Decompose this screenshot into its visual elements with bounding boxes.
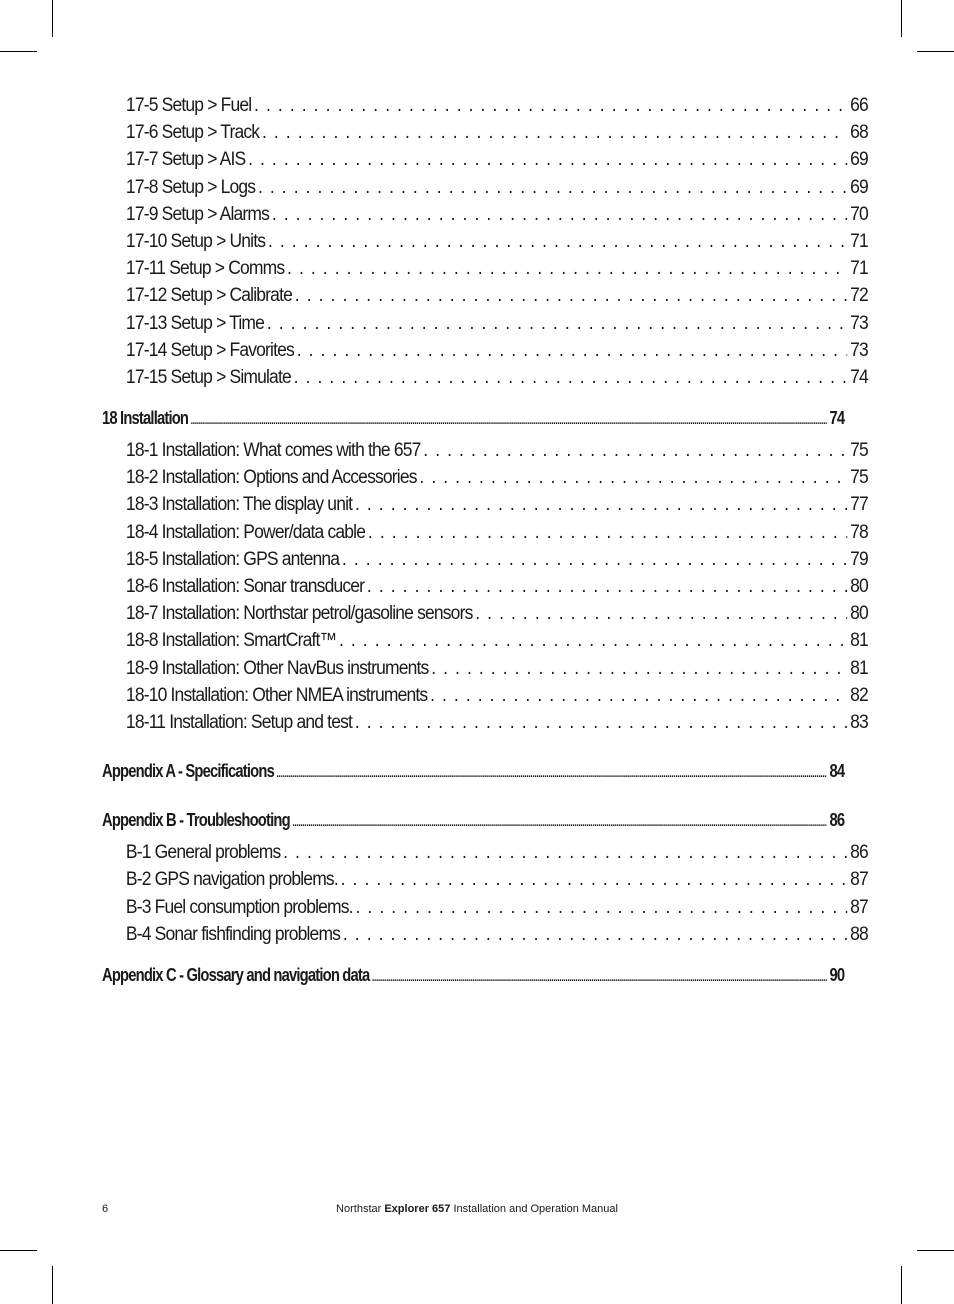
toc-page-number: 90 [829,964,845,985]
toc-entry-label: 18-8 Installation: SmartCraft™ [125,630,337,652]
toc-leader-dots [262,119,847,146]
toc-leader-dots [342,546,847,573]
toc-entry-label: 18-7 Installation: Northstar petrol/gasoline sensors [125,603,473,625]
crop-mark [0,1250,37,1251]
toc-entry[interactable] [102,839,868,866]
toc-entry[interactable] [102,464,868,491]
toc-group-18 [102,437,868,736]
toc-entry-label: 17-10 Setup > Units [125,230,266,252]
toc-entry[interactable] [102,228,868,255]
crop-mark [901,1266,902,1304]
crop-mark [917,1250,954,1251]
toc-page-number: 88 [850,923,868,945]
section-gap [102,736,844,757]
toc-entry-label: 17-14 Setup > Favorites [125,339,294,361]
toc-page-number: 71 [850,258,868,280]
toc-section-label: Appendix A - Specifications [102,761,274,782]
toc-entry[interactable] [102,921,868,948]
toc-entry-label: 17-15 Setup > Simulate [125,366,291,388]
toc-entry[interactable] [102,655,868,682]
toc-appendix-a[interactable] [102,757,844,785]
toc-page-number: 74 [829,408,845,429]
toc-section-18-installation[interactable] [102,404,844,432]
toc-group-17 [102,92,868,391]
toc-leader-dots [254,92,847,119]
toc-leader-dots [268,228,847,255]
toc-entry[interactable] [102,866,868,893]
crop-mark [0,51,37,52]
toc-entry[interactable] [102,364,868,391]
toc-entry[interactable] [102,894,868,921]
toc-leader-dots [283,839,847,866]
toc-section-label: 18 Installation [102,408,189,429]
toc-entry[interactable] [102,146,868,173]
toc-leader-dots [372,964,827,992]
toc-page-number: 78 [850,521,868,543]
crop-mark [901,0,902,37]
toc-leader-dots [430,682,847,709]
toc-leader-dots [368,519,847,546]
toc-page-number: 80 [850,576,868,597]
toc-entry-label: 17-6 Setup > Track [125,122,260,144]
toc-leader-dots [272,201,848,228]
toc-page-number: 71 [850,230,868,252]
toc-leader-dots [341,866,848,893]
toc-page-number: 74 [850,366,868,388]
footer-title-product: Explorer 657 [384,1203,451,1215]
toc-leader-dots [295,282,848,309]
toc-entry[interactable] [102,92,868,119]
toc-entry[interactable] [102,174,868,201]
toc-page-number: 69 [850,176,868,198]
toc-leader-dots [297,337,848,364]
toc-page-number: 82 [850,684,868,706]
toc-page-number: 86 [829,810,845,831]
page-footer [0,1203,954,1219]
toc-leader-dots [367,573,847,600]
toc-section-label: Appendix B - Troubleshooting [102,810,290,831]
toc-page-number: 66 [850,95,868,116]
toc-leader-dots [431,655,847,682]
toc-entry-label: 18-2 Installation: Options and Accessories [125,467,417,489]
toc-page-number: 81 [850,657,868,679]
toc-entry-label: 17-13 Setup > Time [125,312,265,334]
toc-entry-label: 18-10 Installation: Other NMEA instruments [125,684,428,706]
toc-section-label: Appendix C - Glossary and navigation data [102,964,370,985]
toc-entry[interactable] [102,546,868,573]
toc-page-number: 80 [850,603,868,625]
toc-page-number: 87 [850,869,868,891]
toc-entry[interactable] [102,573,868,600]
toc-entry[interactable] [102,682,868,709]
crop-mark [52,1266,53,1304]
toc-entry[interactable] [102,337,868,364]
toc-page-number: 86 [850,842,868,864]
toc-appendix-c[interactable] [102,961,844,989]
toc-page-number: 73 [850,312,868,334]
toc-entry-label: B-3 Fuel consumption problems. [125,896,353,918]
section-gap [102,785,844,806]
toc-entry[interactable] [102,491,868,518]
toc-page-number: 75 [850,467,868,489]
toc-entry[interactable] [102,119,868,146]
toc-page-number: 84 [829,761,845,782]
toc-entry-label: 17-8 Setup > Logs [125,176,256,198]
toc-entry-label: 17-12 Setup > Calibrate [125,285,293,307]
toc-leader-dots [191,407,827,435]
footer-page-number: 6 [102,1203,109,1215]
toc-page-number: 68 [850,122,868,144]
toc-leader-dots [258,174,847,201]
toc-page-number: 83 [850,711,868,733]
toc-entry-label: B-4 Sonar fishfinding problems [125,923,341,945]
toc-page-number: 81 [850,630,868,652]
crop-mark [52,0,53,37]
footer-manual-title [0,1203,954,1215]
toc-leader-dots [419,464,847,491]
section-gap [102,391,844,404]
toc-leader-dots [248,146,847,173]
toc-leader-dots [294,364,848,391]
toc-entry-label: B-2 GPS navigation problems. [125,869,338,891]
section-gap [102,948,844,961]
toc-leader-dots [355,709,848,736]
toc-entry[interactable] [102,627,868,654]
toc-leader-dots [267,310,848,337]
toc-entry-label: 18-5 Installation: GPS antenna [125,548,340,570]
toc-entry[interactable] [102,282,868,309]
toc-entry-label: 17-11 Setup > Comms [125,258,285,280]
toc-entry[interactable] [102,310,868,337]
toc-page-number: 75 [850,440,868,462]
toc-entry-label: 18-4 Installation: Power/data cable [125,521,366,543]
toc-appendix-b[interactable] [102,806,844,834]
toc-entry[interactable] [102,519,868,546]
toc-entry-label: 18-9 Installation: Other NavBus instruments [125,657,429,679]
toc-entry-label: 18-11 Installation: Setup and test [125,711,353,733]
toc-leader-dots [292,809,827,837]
toc-entry-label: 17-7 Setup > AIS [125,149,246,171]
toc-entry[interactable] [102,437,868,464]
toc-entry-label: 18-6 Installation: Sonar transducer [125,576,365,597]
toc-leader-dots [343,921,848,948]
toc-entry-label: 18-3 Installation: The display unit [125,494,353,516]
toc-page-number: 77 [850,494,868,516]
toc-leader-dots [287,255,847,282]
toc-page-number: 87 [850,896,868,918]
toc-page-number: 79 [850,548,868,570]
toc-group-b [102,839,868,948]
toc-leader-dots [355,491,847,518]
toc-leader-dots [355,894,847,921]
toc-page-number: 73 [850,339,868,361]
toc-leader-dots [276,760,827,788]
toc-leader-dots [339,627,847,654]
toc-entry[interactable] [102,709,868,736]
toc-entry[interactable] [102,600,868,627]
toc-entry-label: 17-5 Setup > Fuel [125,95,252,116]
toc-entry-label: 18-1 Installation: What comes with the 657 [125,440,421,462]
toc-entry-label: 17-9 Setup > Alarms [125,203,270,225]
toc-leader-dots [423,437,847,464]
toc-entry[interactable] [102,255,868,282]
toc-entry-label: B-1 General problems [125,842,281,864]
toc-entry[interactable] [102,201,868,228]
toc-page-number: 70 [850,203,868,225]
crop-mark [917,51,954,52]
footer-title-suffix: Installation and Operation Manual [450,1203,618,1215]
toc-page-number: 69 [850,149,868,171]
table-of-contents [102,92,868,989]
toc-leader-dots [475,600,847,627]
footer-title-prefix: Northstar [336,1203,385,1215]
toc-page-number: 72 [850,285,868,307]
